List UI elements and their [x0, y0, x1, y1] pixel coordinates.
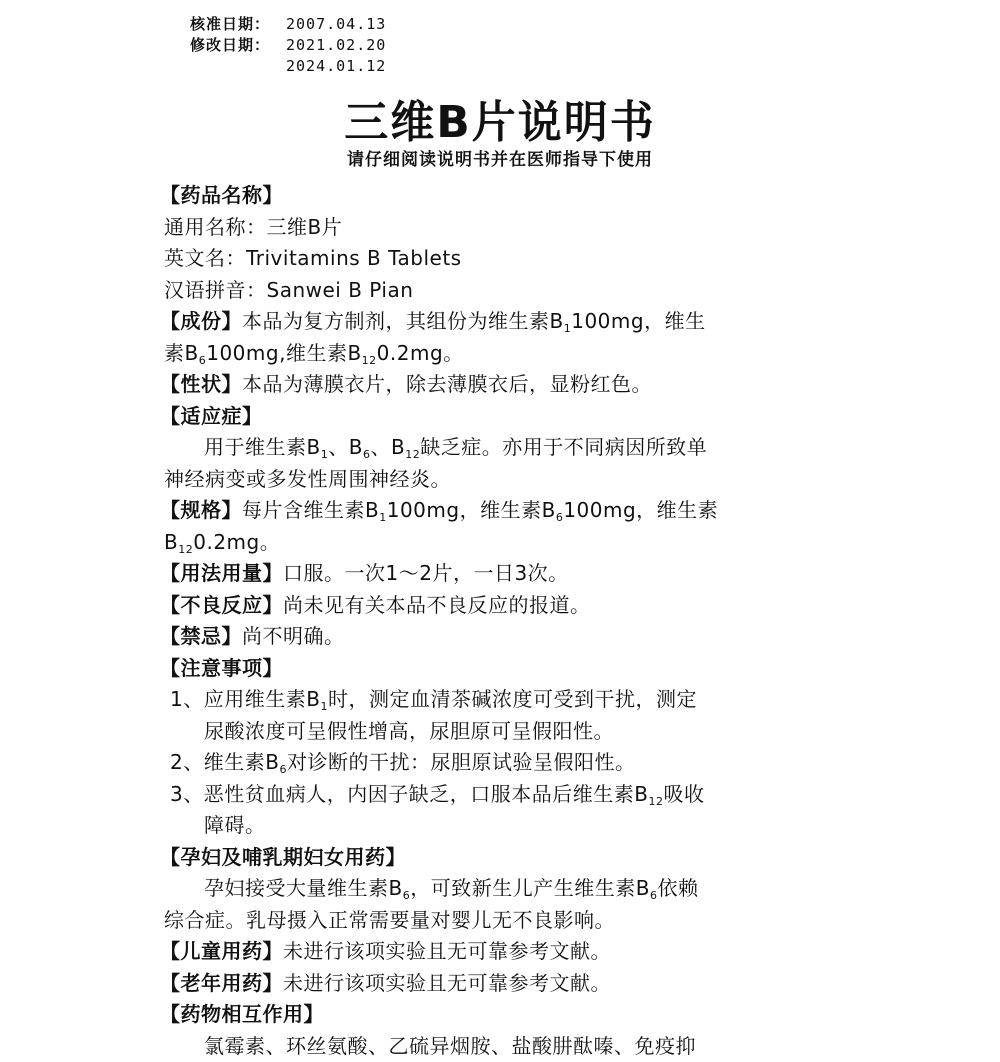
section-heading-interactions: 【药物相互作用】 [160, 999, 840, 1031]
precaution-text: 时，测定血清茶碱浓度可受到干扰，测定 [328, 687, 697, 711]
appearance-text: 本品为薄膜衣片，除去薄膜衣后，显粉红色。 [242, 372, 652, 396]
precaution-item-3-cont: 障碍。 [160, 810, 840, 842]
composition-text: 0.2mg。 [377, 341, 464, 365]
composition-text: 100mg,维生素B [206, 341, 361, 365]
precaution-text: 维生素B [204, 750, 280, 774]
pediatric-line [160, 936, 840, 968]
section-heading-pregnancy: 【孕妇及哺乳期妇女用药】 [160, 842, 840, 874]
indications-line-2: 神经病变或多发性周围神经炎。 [160, 464, 840, 496]
revision-date-label: 修改日期： [190, 35, 286, 56]
contraindications-line [160, 621, 840, 653]
pregnancy-text: 孕妇接受大量维生素B [204, 876, 403, 900]
adverse-text: 尚未见有关本品不良反应的报道。 [283, 593, 591, 617]
subscript: 1 [320, 700, 328, 713]
section-heading-contraindications: 【禁忌】 [160, 624, 242, 648]
indications-text: 、B [370, 435, 405, 459]
document-subtitle: 请仔细阅读说明书并在医师指导下使用 [0, 145, 1000, 170]
specification-line-1 [160, 495, 840, 527]
indications-text: 用于维生素B [204, 435, 321, 459]
subscript: 6 [363, 448, 371, 461]
appearance-line [160, 369, 840, 401]
dosage-line [160, 558, 840, 590]
section-heading-geriatric: 【老年用药】 [160, 971, 283, 995]
composition-text: 素B [164, 341, 199, 365]
adverse-line [160, 590, 840, 622]
specification-line-2 [160, 527, 840, 559]
composition-text: 本品为复方制剂，其组份为维生素B [242, 309, 564, 333]
pregnancy-line-2: 综合症。乳母摄入正常需要量对婴儿无不良影响。 [160, 905, 840, 937]
composition-line-2 [160, 338, 840, 370]
document-title: 三维B片说明书 [0, 86, 1000, 150]
revision-date-row [190, 35, 386, 56]
composition-text: 100mg，维生 [571, 309, 705, 333]
section-heading-specification: 【规格】 [160, 498, 242, 522]
precaution-item-3 [160, 779, 840, 811]
english-name: 英文名：Trivitamins B Tablets [160, 243, 840, 275]
precaution-item-1 [160, 684, 840, 716]
approval-date-value: 2007.04.13 [286, 14, 386, 35]
interactions-line-1: 氯霉素、环丝氨酸、乙硫异烟胺、盐酸肼酞嗪、免疫抑 [160, 1031, 840, 1062]
revision-date-value-2: 2024.01.12 [286, 56, 386, 77]
item-number: 3、 [170, 782, 204, 806]
subscript: 6 [556, 511, 564, 524]
pregnancy-text: 依赖 [657, 876, 698, 900]
subscript: 1 [564, 322, 572, 335]
subscript: 6 [650, 889, 658, 902]
geriatric-text: 未进行该项实验且无可靠参考文献。 [283, 971, 611, 995]
indications-line-1 [160, 432, 840, 464]
pregnancy-line-1 [160, 873, 840, 905]
section-heading-pediatric: 【儿童用药】 [160, 939, 283, 963]
subscript: 6 [199, 354, 207, 367]
pinyin-name: 汉语拼音：Sanwei B Pian [160, 275, 840, 307]
specification-text: 0.2mg。 [193, 530, 280, 554]
geriatric-line [160, 968, 840, 1000]
pregnancy-text: ，可致新生儿产生维生素B [410, 876, 650, 900]
subscript: 12 [178, 543, 193, 556]
revision-date-value: 2021.02.20 [286, 35, 386, 56]
precaution-item-1-cont: 尿酸浓度可呈假性增高，尿胆原可呈假阳性。 [160, 716, 840, 748]
generic-name: 通用名称：三维B片 [160, 212, 840, 244]
dosage-text: 口服。一次1～2片，一日3次。 [283, 561, 569, 585]
subscript: 1 [379, 511, 387, 524]
item-number: 2、 [170, 750, 204, 774]
indications-text: 、B [328, 435, 363, 459]
precaution-text: 对诊断的干扰：尿胆原试验呈假阳性。 [287, 750, 636, 774]
subscript: 6 [403, 889, 411, 902]
leaflet-body [160, 180, 840, 1062]
section-heading-composition: 【成份】 [160, 309, 242, 333]
date-block [190, 14, 386, 77]
subscript: 12 [362, 354, 377, 367]
precaution-text: 恶性贫血病人，内因子缺乏，口服本品后维生素B [204, 782, 649, 806]
specification-text: 每片含维生素B [242, 498, 379, 522]
precaution-text: 应用维生素B [204, 687, 321, 711]
subscript: 1 [321, 448, 329, 461]
section-heading-drug-name: 【药品名称】 [160, 180, 840, 212]
precaution-text: 吸收 [663, 782, 704, 806]
precaution-item-2 [160, 747, 840, 779]
approval-date-row [190, 14, 386, 35]
section-heading-dosage: 【用法用量】 [160, 561, 283, 585]
composition-line-1 [160, 306, 840, 338]
approval-date-label: 核准日期： [190, 14, 286, 35]
contraindications-text: 尚不明确。 [242, 624, 345, 648]
specification-text: 100mg，维生素 [563, 498, 718, 522]
revision-date-row-2 [190, 56, 386, 77]
subscript: 6 [279, 763, 287, 776]
subscript: 12 [405, 448, 420, 461]
indications-text: 缺乏症。亦用于不同病因所致单 [420, 435, 707, 459]
section-heading-appearance: 【性状】 [160, 372, 242, 396]
pediatric-text: 未进行该项实验且无可靠参考文献。 [283, 939, 611, 963]
section-heading-indications: 【适应症】 [160, 401, 840, 433]
specification-text: B [164, 530, 178, 554]
specification-text: 100mg，维生素B [387, 498, 556, 522]
item-number: 1、 [170, 687, 204, 711]
section-heading-adverse-reactions: 【不良反应】 [160, 593, 283, 617]
section-heading-precautions: 【注意事项】 [160, 653, 840, 685]
subscript: 12 [648, 795, 663, 808]
